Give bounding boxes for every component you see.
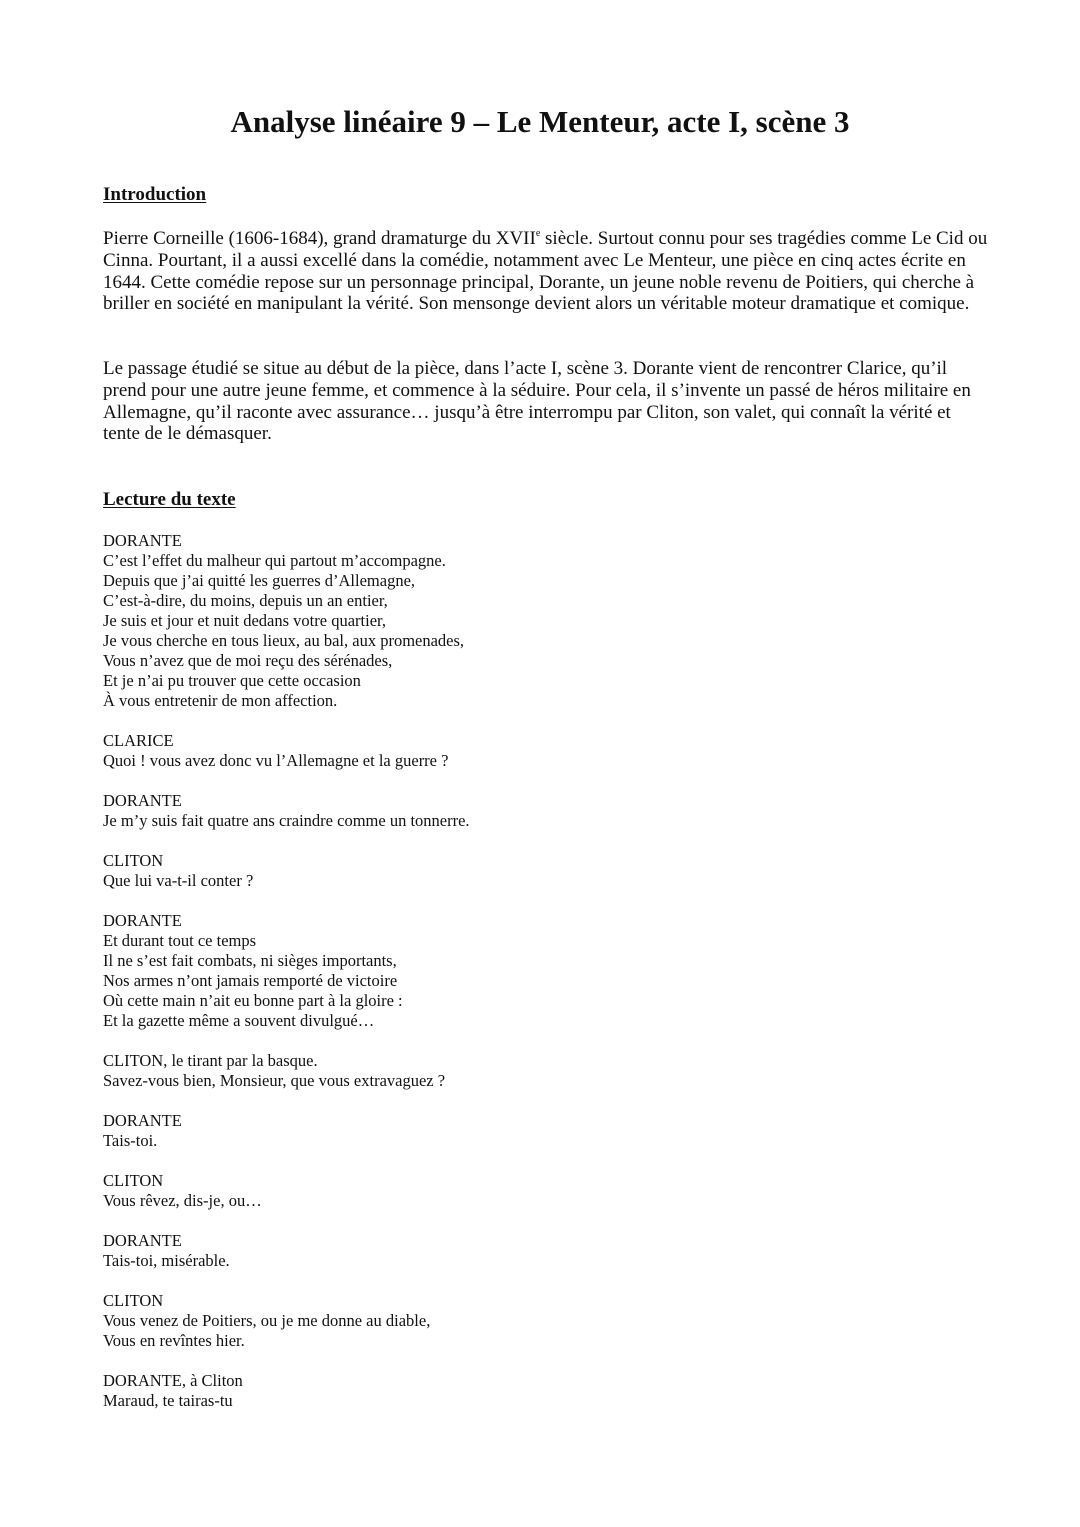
speaker-name: CLITON, le tirant par la basque. (103, 1051, 318, 1070)
verse-line: Maraud, te tairas-tu (103, 1391, 233, 1410)
dialogue-block (103, 731, 803, 771)
intro-paragraph-1-end: siècle. Surtout connu pour ses tragédies comme Le Cid ou Cinna. Pourtant, il a aussi excellé dans la comédie, notamment avec Le Menteur, une pièce en cinq actes écrite en 1644. Cette comédie repose sur un personnage principal, Dorante, un jeune noble revenu de Poitiers, qui cherche à briller en société en manipulant la vérité. Son mensonge devient alors un véritable moteur dramatique et comique. (103, 228, 988, 315)
dialogue-block (103, 1051, 803, 1091)
dialogue-block (103, 1111, 803, 1151)
century-superscript: e (535, 228, 541, 239)
speaker-name: CLITON (103, 851, 164, 870)
verse-line: Vous rêvez, dis-je, ou… (103, 1191, 262, 1210)
speaker-name: DORANTE (103, 531, 182, 550)
dialogue-block (103, 1231, 803, 1271)
speaker-name: DORANTE (103, 791, 182, 810)
speaker-name: DORANTE (103, 911, 182, 930)
verse-line: Vous en revîntes hier. (103, 1331, 245, 1350)
verse-line: Vous venez de Poitiers, ou je me donne au diable, (103, 1311, 431, 1330)
dialogue-block (103, 531, 803, 711)
verse-line: Nos armes n’ont jamais remporté de victoire (103, 971, 398, 990)
verse-line: Que lui va-t-il conter ? (103, 871, 254, 890)
verse-line: Où cette main n’ait eu bonne part à la gloire : (103, 991, 403, 1010)
speaker-name: CLARICE (103, 731, 174, 750)
introduction-heading: Introduction (103, 184, 207, 205)
document-title: Analyse linéaire 9 – Le Menteur, acte I, scène 3 (230, 104, 850, 139)
verse-line: Savez-vous bien, Monsieur, que vous extravaguez ? (103, 1071, 446, 1090)
verse-line: Je vous cherche en tous lieux, au bal, aux promenades, (103, 631, 465, 650)
intro-paragraph-1-start: Pierre Corneille (1606-1684), grand dramaturge du XVII (103, 228, 536, 249)
verse-line: Et durant tout ce temps (103, 931, 257, 950)
intro-paragraph-2: Le passage étudié se situe au début de la pièce, dans l’acte I, scène 3. Dorante vient de rencontrer Clarice, qu’il prend pour une autre jeune femme, et commence à la séduire. Pour cela, il s’invente un passé de héros militaire en Allemagne, qu’il raconte avec assurance… jusqu’à être interrompu par Cliton, son valet, qui connaît la vérité et tente de le démasquer. (103, 358, 971, 445)
verse-line: Quoi ! vous avez donc vu l’Allemagne et la guerre ? (103, 751, 449, 770)
verse-line: Et la gazette même a souvent divulgué… (103, 1011, 375, 1030)
verse-line: Depuis que j’ai quitté les guerres d’Allemagne, (103, 571, 416, 590)
dialogue-block (103, 791, 803, 831)
verse-line: C’est-à-dire, du moins, depuis un an entier, (103, 591, 388, 610)
verse-line: Je m’y suis fait quatre ans craindre comme un tonnerre. (103, 811, 470, 830)
speaker-name: CLITON (103, 1171, 164, 1190)
dialogue-block (103, 911, 803, 1031)
verse-line: Il ne s’est fait combats, ni sièges importants, (103, 951, 397, 970)
speaker-name: DORANTE, à Cliton (103, 1371, 243, 1390)
verse-line: Vous n’avez que de moi reçu des sérénades, (103, 651, 393, 670)
lecture-heading: Lecture du texte (103, 489, 236, 510)
speaker-name: DORANTE (103, 1111, 182, 1130)
verse-line: Tais-toi. (103, 1131, 158, 1150)
dialogue-block (103, 1291, 803, 1351)
verse-line: C’est l’effet du malheur qui partout m’accompagne. (103, 551, 446, 570)
verse-line: Je suis et jour et nuit dedans votre quartier, (103, 611, 386, 630)
speaker-name: CLITON (103, 1291, 164, 1310)
verse-line: Tais-toi, misérable. (103, 1251, 230, 1270)
dialogue-block (103, 851, 803, 891)
dialogue-block (103, 1171, 803, 1211)
verse-line: À vous entretenir de mon affection. (103, 691, 338, 710)
play-excerpt (103, 531, 803, 1431)
dialogue-block (103, 1371, 803, 1411)
intro-paragraph-1 (103, 228, 988, 315)
verse-line: Et je n’ai pu trouver que cette occasion (103, 671, 361, 690)
speaker-name: DORANTE (103, 1231, 182, 1250)
